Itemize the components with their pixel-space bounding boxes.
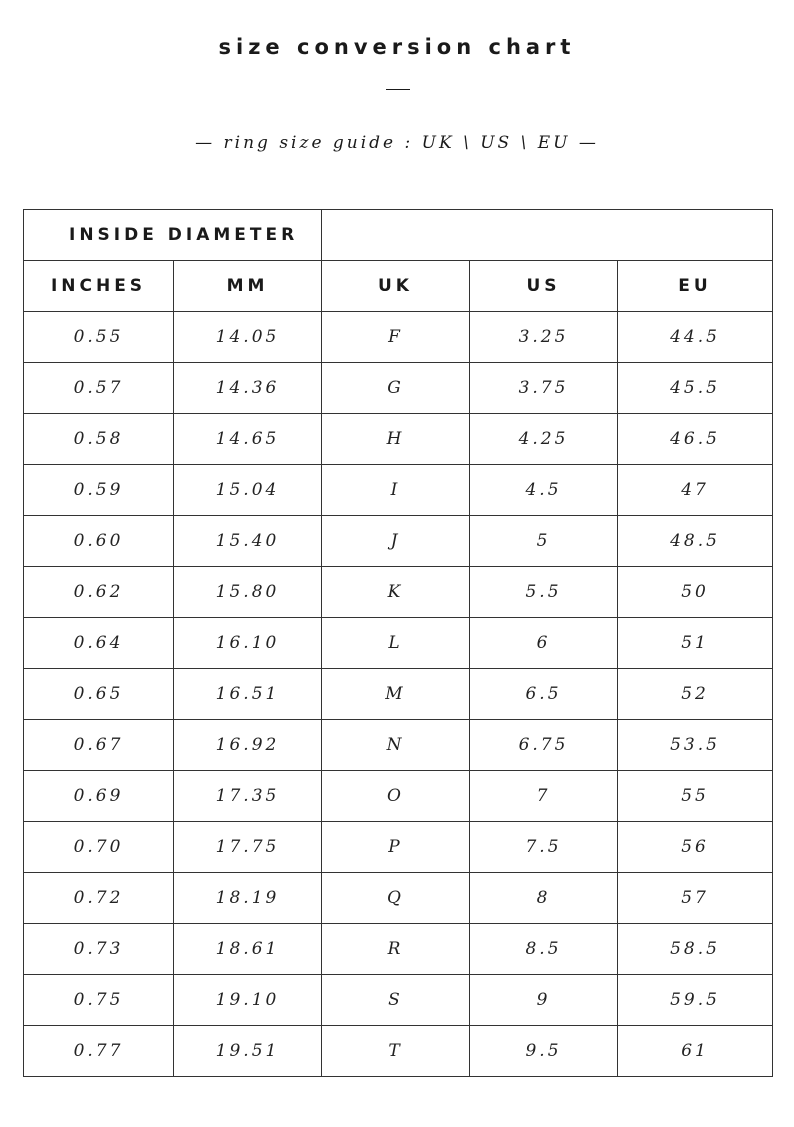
cell-uk: G <box>322 363 470 414</box>
table-row <box>24 414 773 465</box>
cell-mm: 19.10 <box>174 975 322 1026</box>
cell-inches: 0.55 <box>24 312 174 363</box>
cell-mm: 19.51 <box>174 1026 322 1077</box>
cell-uk: N <box>322 720 470 771</box>
table-row <box>24 873 773 924</box>
size-conversion-table <box>23 209 773 1077</box>
cell-eu: 59.5 <box>618 975 773 1026</box>
table-row <box>24 465 773 516</box>
table-row <box>24 822 773 873</box>
table-body <box>24 312 773 1077</box>
cell-uk: K <box>322 567 470 618</box>
cell-uk: H <box>322 414 470 465</box>
cell-eu: 53.5 <box>618 720 773 771</box>
table-row <box>24 567 773 618</box>
page-title: size conversion chart <box>218 35 576 59</box>
cell-mm: 17.35 <box>174 771 322 822</box>
column-header-inches: INCHES <box>24 261 174 312</box>
cell-eu: 50 <box>618 567 773 618</box>
cell-us: 4.25 <box>470 414 618 465</box>
table-row <box>24 516 773 567</box>
cell-mm: 15.40 <box>174 516 322 567</box>
cell-uk: I <box>322 465 470 516</box>
cell-mm: 14.05 <box>174 312 322 363</box>
cell-eu: 46.5 <box>618 414 773 465</box>
cell-uk: S <box>322 975 470 1026</box>
cell-uk: F <box>322 312 470 363</box>
empty-header-cell <box>322 210 773 261</box>
column-header-uk: UK <box>322 261 470 312</box>
cell-mm: 16.10 <box>174 618 322 669</box>
column-header-us: US <box>470 261 618 312</box>
cell-us: 5.5 <box>470 567 618 618</box>
cell-inches: 0.57 <box>24 363 174 414</box>
cell-mm: 17.75 <box>174 822 322 873</box>
cell-inches: 0.65 <box>24 669 174 720</box>
table-row <box>24 312 773 363</box>
table-row <box>24 669 773 720</box>
cell-mm: 16.92 <box>174 720 322 771</box>
cell-eu: 57 <box>618 873 773 924</box>
table-row <box>24 924 773 975</box>
cell-uk: M <box>322 669 470 720</box>
cell-uk: J <box>322 516 470 567</box>
cell-us: 3.75 <box>470 363 618 414</box>
cell-eu: 55 <box>618 771 773 822</box>
inside-diameter-header: INSIDE DIAMETER <box>24 210 322 261</box>
group-header-row <box>24 210 773 261</box>
cell-inches: 0.70 <box>24 822 174 873</box>
cell-eu: 44.5 <box>618 312 773 363</box>
column-header-row <box>24 261 773 312</box>
cell-inches: 0.77 <box>24 1026 174 1077</box>
cell-inches: 0.64 <box>24 618 174 669</box>
cell-mm: 18.19 <box>174 873 322 924</box>
table-row <box>24 363 773 414</box>
table-row <box>24 1026 773 1077</box>
cell-us: 4.5 <box>470 465 618 516</box>
cell-uk: O <box>322 771 470 822</box>
cell-mm: 16.51 <box>174 669 322 720</box>
table-row <box>24 975 773 1026</box>
cell-inches: 0.73 <box>24 924 174 975</box>
cell-mm: 14.36 <box>174 363 322 414</box>
cell-uk: P <box>322 822 470 873</box>
cell-uk: Q <box>322 873 470 924</box>
cell-inches: 0.62 <box>24 567 174 618</box>
cell-uk: L <box>322 618 470 669</box>
cell-eu: 56 <box>618 822 773 873</box>
cell-inches: 0.67 <box>24 720 174 771</box>
page-subtitle: — ring size guide : UK \ US \ EU — <box>195 133 599 153</box>
cell-eu: 48.5 <box>618 516 773 567</box>
cell-inches: 0.72 <box>24 873 174 924</box>
cell-eu: 58.5 <box>618 924 773 975</box>
cell-us: 5 <box>470 516 618 567</box>
table-row <box>24 720 773 771</box>
cell-us: 6.5 <box>470 669 618 720</box>
cell-us: 6 <box>470 618 618 669</box>
cell-inches: 0.69 <box>24 771 174 822</box>
table-row <box>24 771 773 822</box>
cell-mm: 14.65 <box>174 414 322 465</box>
cell-inches: 0.75 <box>24 975 174 1026</box>
cell-eu: 52 <box>618 669 773 720</box>
title-divider <box>386 89 410 90</box>
cell-us: 8 <box>470 873 618 924</box>
cell-us: 7.5 <box>470 822 618 873</box>
cell-eu: 47 <box>618 465 773 516</box>
cell-inches: 0.58 <box>24 414 174 465</box>
column-header-mm: MM <box>174 261 322 312</box>
cell-eu: 61 <box>618 1026 773 1077</box>
cell-uk: T <box>322 1026 470 1077</box>
cell-eu: 45.5 <box>618 363 773 414</box>
cell-uk: R <box>322 924 470 975</box>
cell-inches: 0.60 <box>24 516 174 567</box>
table-row <box>24 618 773 669</box>
cell-us: 9.5 <box>470 1026 618 1077</box>
cell-us: 6.75 <box>470 720 618 771</box>
column-header-eu: EU <box>618 261 773 312</box>
cell-mm: 15.04 <box>174 465 322 516</box>
cell-us: 9 <box>470 975 618 1026</box>
cell-us: 8.5 <box>470 924 618 975</box>
cell-inches: 0.59 <box>24 465 174 516</box>
cell-us: 7 <box>470 771 618 822</box>
cell-mm: 15.80 <box>174 567 322 618</box>
cell-eu: 51 <box>618 618 773 669</box>
cell-mm: 18.61 <box>174 924 322 975</box>
cell-us: 3.25 <box>470 312 618 363</box>
